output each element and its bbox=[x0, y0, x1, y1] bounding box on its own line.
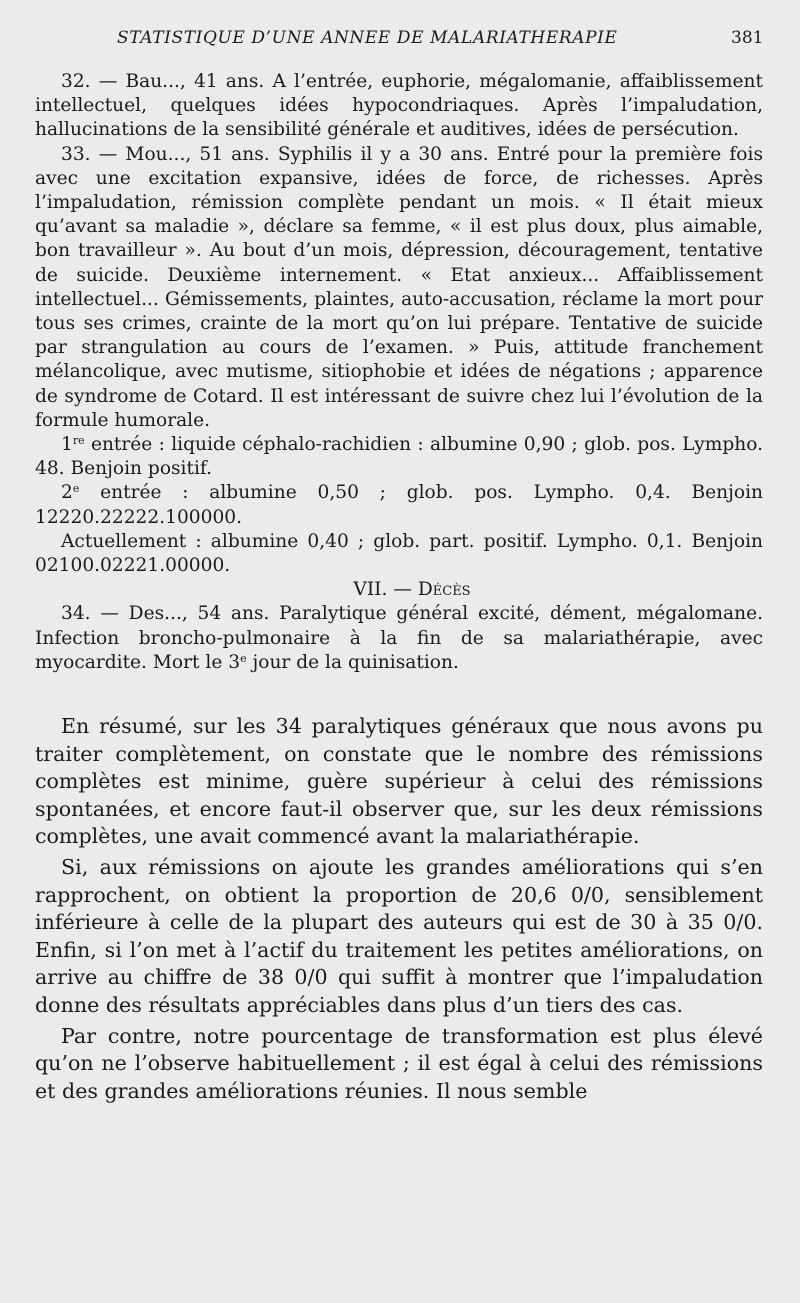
first-entry-paragraph bbox=[35, 433, 763, 481]
section-title: Décès bbox=[417, 579, 471, 601]
second-entry-number: 2 bbox=[61, 482, 73, 504]
case-34-superscript: e bbox=[240, 651, 247, 665]
case-34-text: 34. — Des..., 54 ans. Paralytique général excité, dément, mégalomane. Infection broncho-pulmonaire à la fin de sa malariathérapie, avec myocardite. Mort le 3 bbox=[35, 603, 763, 673]
page-header bbox=[0, 28, 800, 54]
summary-paragraph-1: En résumé, sur les 34 paralytiques généraux que nous avons pu traiter complètement, on constate que le nombre des rémissions complètes est minime, guère supérieur à celui des rémissions spontanées, et encore faut-il observer que, sur les deux rémissions complètes, une avait commencé avant la malariathérapie. bbox=[35, 714, 763, 849]
first-entry-number: 1 bbox=[61, 434, 73, 456]
second-entry-text: entrée : albumine 0,50 ; glob. pos. Lympho. 0,4. Benjoin 12220.22222.100000. bbox=[35, 482, 763, 528]
running-title: STATISTIQUE D’UNE ANNEE DE MALARIATHERAPIE bbox=[117, 28, 618, 48]
summary-paragraph-3: Par contre, notre pourcentage de transformation est plus élevé qu’on ne l’observe habituellement ; il est égal à celui des rémissions et des grandes améliorations réunies. Il nous semble bbox=[35, 1023, 763, 1103]
section-heading bbox=[35, 578, 763, 602]
page-number: 381 bbox=[731, 28, 764, 48]
section-number: VII. — bbox=[353, 579, 418, 601]
first-entry-text: entrée : liquide céphalo-rachidien : albumine 0,90 ; glob. pos. Lympho. 48. Benjoin positif. bbox=[35, 434, 763, 480]
summary-paragraph-2: Si, aux rémissions on ajoute les grandes améliorations qui s’en rapprochent, on obtient la proportion de 20,6 0/0, sensiblement inférieure à celle de la plupart des auteurs qui est de 30 à 35 0/0. Enfin, si l’on met à l’actif du traitement les petites améliorations, on arrive au chiffre de 38 0/0 qui suffit à montrer que l’impaludation donne des résultats appréciables dans plus d’un tiers des cas. bbox=[35, 855, 763, 1018]
page-body bbox=[35, 70, 763, 1105]
current-status-paragraph: Actuellement : albumine 0,40 ; glob. part. positif. Lympho. 0,1. Benjoin 02100.02221.00000. bbox=[35, 530, 763, 577]
case-34-paragraph bbox=[35, 602, 763, 675]
first-entry-superscript: re bbox=[72, 434, 85, 448]
case-32-paragraph: 32. — Bau..., 41 ans. A l’entrée, euphorie, mégalomanie, affaiblissement intellectuel, quelques idées hypocondriaques. Après l’impaludation, hallucinations de la sensibilité générale et auditives, idées de persécution. bbox=[35, 71, 763, 141]
case-33-paragraph: 33. — Mou..., 51 ans. Syphilis il y a 30 ans. Entré pour la première fois avec une excitation expansive, idées de force, de richesses. Après l’impaludation, rémission complète pendant un mois. « Il était mieux qu’avant sa maladie », déclare sa femme, « il est plus doux, plus aimable, bon travailleur ». Au bout d’un mois, dépression, découragement, tentative de suicide. Deuxième internement. « Etat anxieux... Affaiblissement intellectuel... Gémissements, plaintes, auto-accusation, réclame la mort pour tous ses crimes, crainte de la mort qu’on lui prépare. Tentative de suicide par strangulation au cours de l’examen. » Puis, attitude franchement mélancolique, avec mutisme, sitiophobie et idées de négations ; apparence de syndrome de Cotard. Il est intéressant de suivre chez lui l’évolution de la formule humorale. bbox=[35, 143, 763, 431]
case-34-text-end: jour de la quinisation. bbox=[246, 651, 459, 673]
second-entry-paragraph bbox=[35, 481, 763, 529]
second-entry-superscript: e bbox=[72, 482, 80, 496]
